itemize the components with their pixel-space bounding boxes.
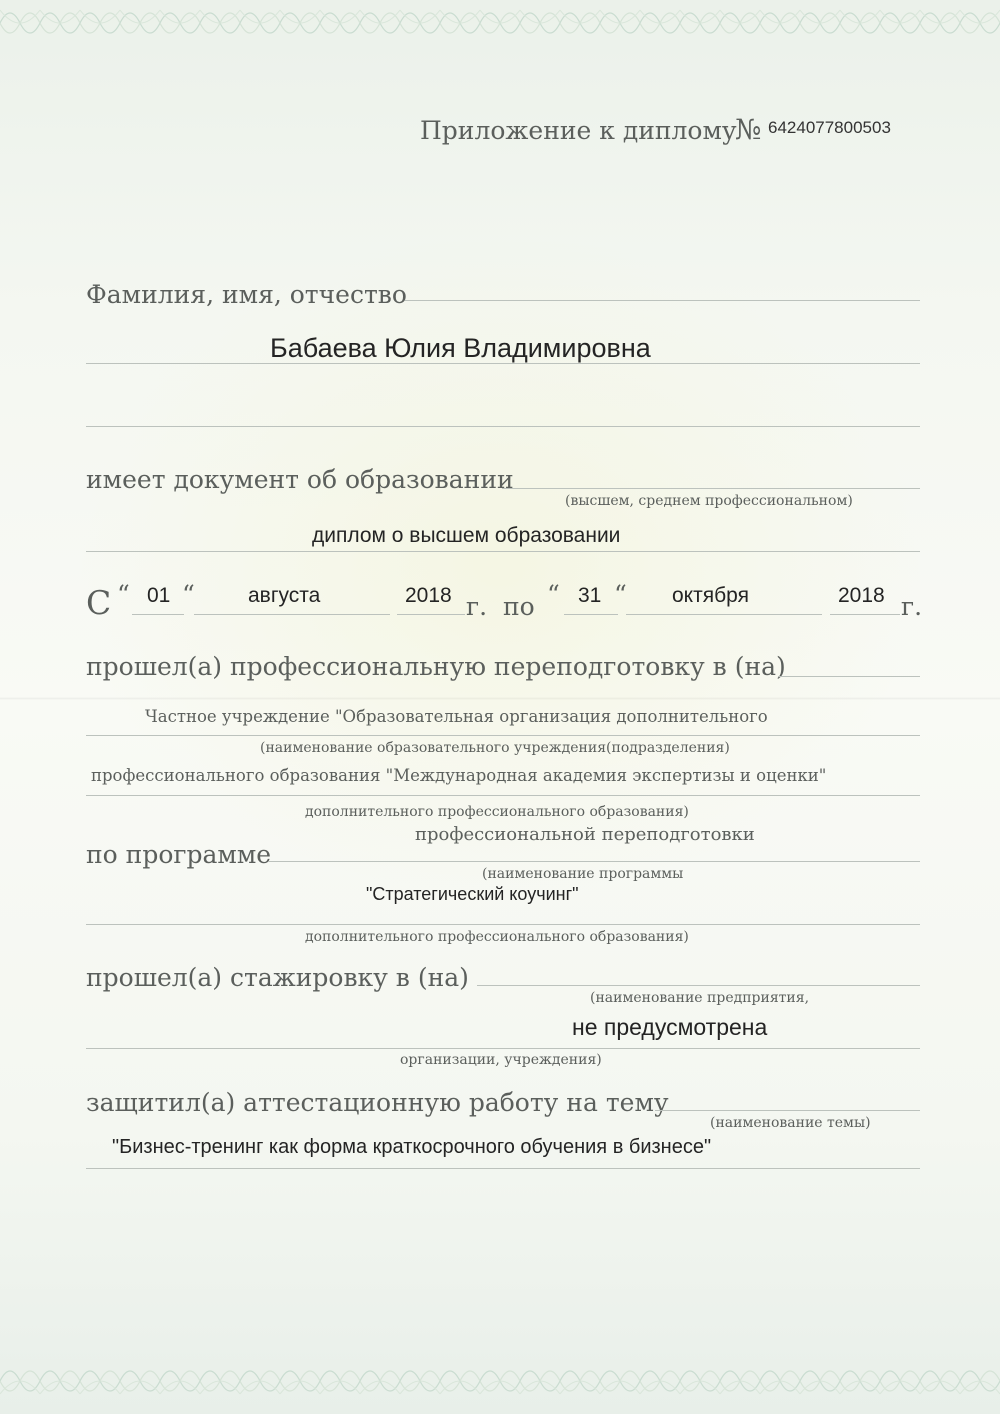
retraining-institution-line2: профессионального образования "Международная академия экспертизы и оценки" (91, 766, 827, 785)
thesis-hint: (наименование темы) (710, 1115, 871, 1131)
program-label: по программе (86, 840, 272, 869)
number-sign: № (735, 113, 762, 146)
retraining-institution-line1-underline (86, 735, 920, 736)
thesis-line (655, 1110, 920, 1111)
period-open-quote-1: “ (117, 580, 130, 609)
education-hint: (высшем, среднем профессиональном) (565, 493, 853, 509)
fio-value: Бабаева Юлия Владимировна (270, 333, 651, 363)
period-from-year: 2018 (405, 584, 452, 607)
period-from-day: 01 (147, 584, 171, 607)
program-value1: профессиональной переподготовки (415, 824, 755, 845)
program-hint1: (наименование программы (482, 866, 684, 882)
internship-label: прошел(а) стажировку в (на) (86, 963, 469, 992)
period-to-month-line (626, 614, 822, 615)
period-from-month: августа (248, 584, 321, 607)
fio-value-line (86, 363, 920, 364)
thesis-label: защитил(а) аттестационную работу на тему (86, 1088, 669, 1117)
thesis-value: "Бизнес-тренинг как форма краткосрочного обучения в бизнесе" (112, 1136, 712, 1158)
internship-line (477, 985, 920, 986)
internship-value: не предусмотрена (572, 1014, 768, 1040)
fio-line (405, 300, 920, 301)
period-to-year: 2018 (838, 584, 885, 607)
period-to-year-suffix: г. (901, 592, 923, 621)
internship-hint1: (наименование предприятия, (590, 990, 810, 1006)
period-from-year-suffix: г. (466, 592, 488, 621)
program-value2: "Стратегический коучинг" (366, 884, 579, 904)
document-title: Приложение к диплому (420, 116, 737, 145)
decorative-guilloche-bottom (0, 1358, 1000, 1404)
period-to-word: по (503, 592, 535, 621)
retraining-hint1: (наименование образовательного учреждения(подразделения) (260, 740, 730, 756)
page-fold-crease (0, 697, 1000, 700)
fio-extra-line (86, 426, 920, 427)
internship-hint2: организации, учреждения) (400, 1052, 602, 1068)
period-to-year-line (830, 614, 900, 615)
period-open-quote-2: “ (547, 580, 560, 609)
period-from-year-line (397, 614, 465, 615)
period-to-month: октября (672, 584, 749, 607)
education-value: диплом о высшем образовании (312, 524, 621, 547)
thesis-value-line (86, 1168, 920, 1169)
internship-value-line (86, 1048, 920, 1049)
retraining-institution-line2-underline (86, 795, 920, 796)
education-label: имеет документ об образовании (86, 465, 514, 494)
period-close-quote-2: “ (614, 580, 627, 609)
retraining-hint2: дополнительного профессионального образования) (305, 804, 689, 820)
period-from-month-line (194, 614, 390, 615)
education-line (502, 488, 920, 489)
diploma-number: 6424077800503 (768, 118, 891, 137)
decorative-guilloche-top (0, 0, 1000, 46)
fio-label: Фамилия, имя, отчество (86, 280, 407, 309)
period-to-day-line (564, 614, 618, 615)
period-from-day-line (132, 614, 184, 615)
program-line (268, 861, 920, 862)
period-close-quote-1: “ (182, 580, 195, 609)
program-value2-line (86, 924, 920, 925)
period-to-day: 31 (578, 584, 602, 607)
retraining-institution-line1: Частное учреждение "Образовательная организация дополнительного (145, 707, 768, 726)
program-hint2: дополнительного профессионального образования) (305, 929, 689, 945)
education-value-line (86, 551, 920, 552)
retraining-label: прошел(а) профессиональную переподготовку в (на) (86, 652, 786, 681)
retraining-line (778, 676, 920, 677)
period-from-prefix: С (86, 583, 112, 622)
